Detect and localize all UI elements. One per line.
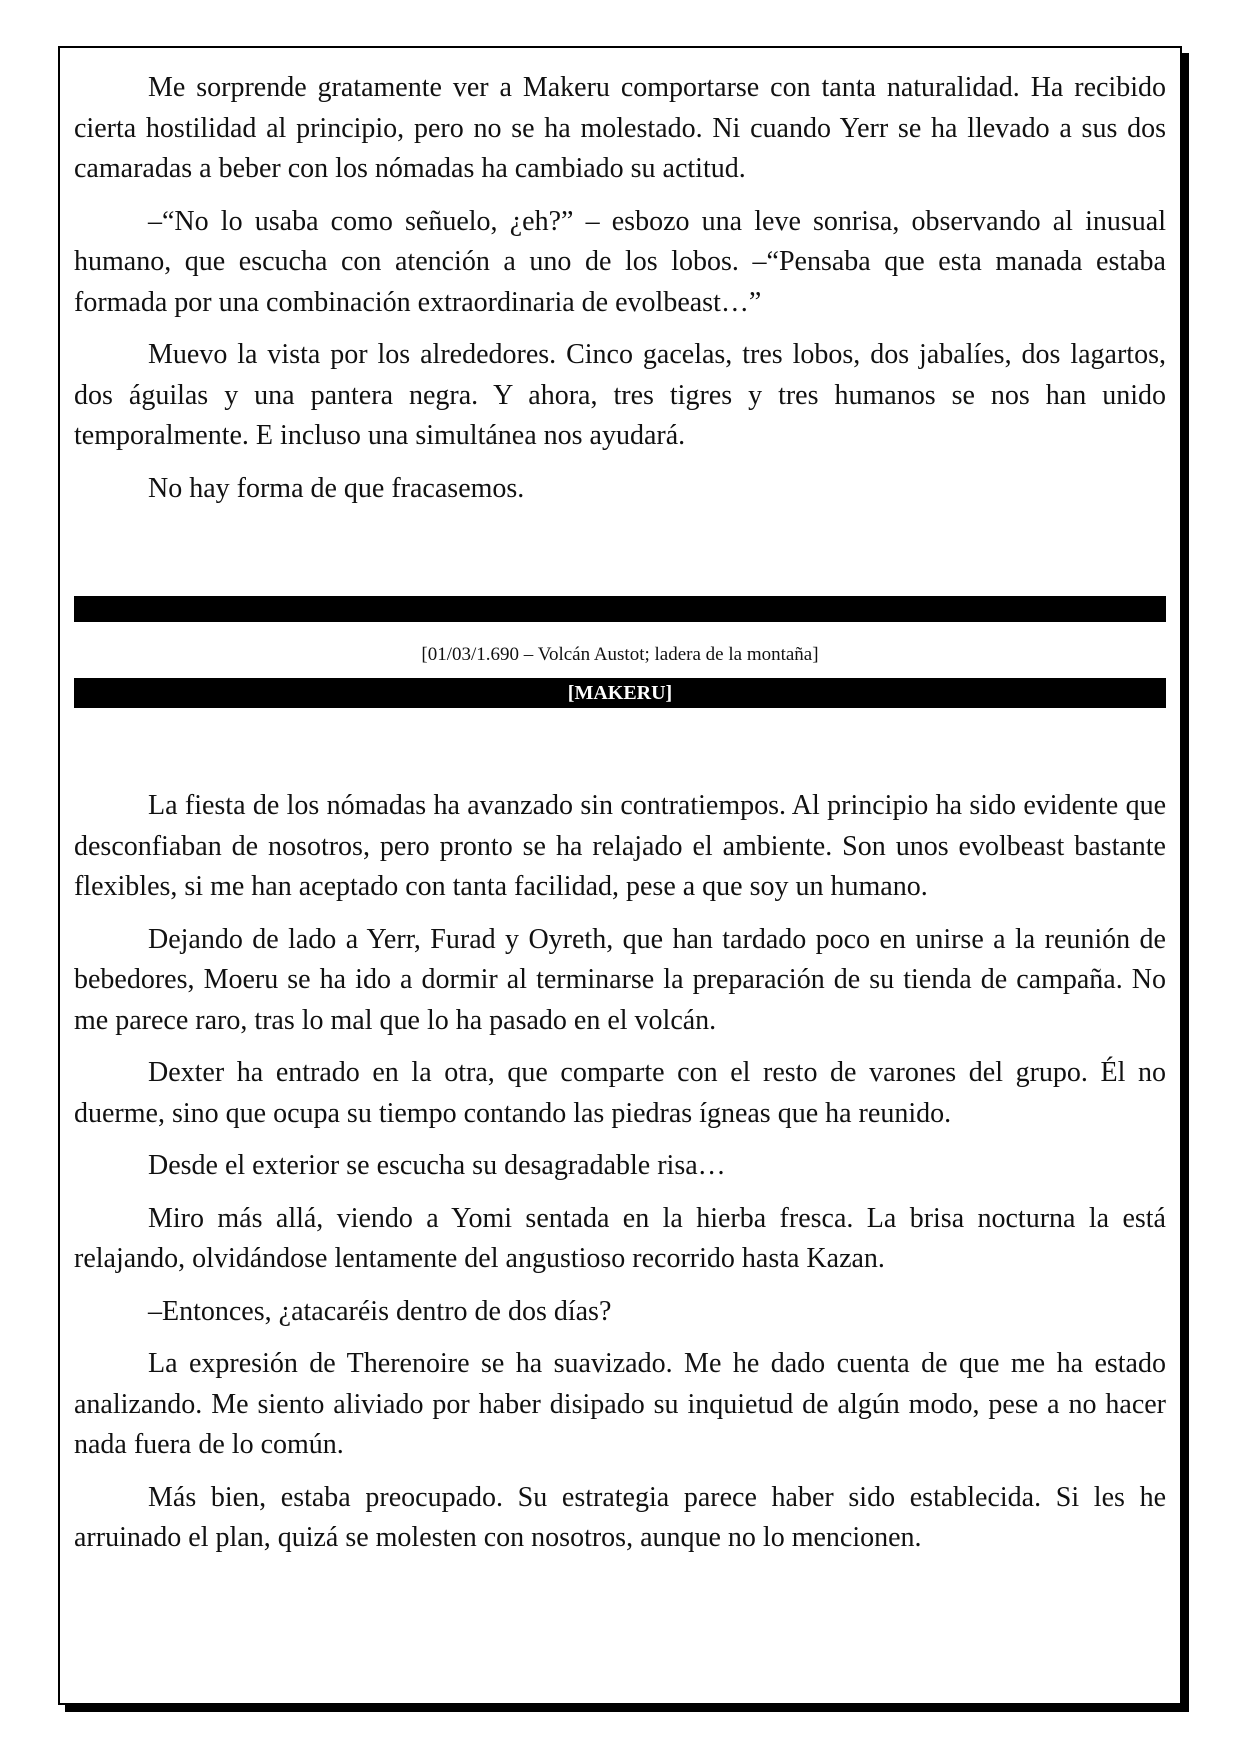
paragraph: La fiesta de los nómadas ha avanzado sin contratiempos. Al principio ha sido evidente que desconfiaban de nosotros, pero pronto se ha relajado el ambiente. Son unos evolbeast bastante flexibles, si me han aceptado con tanta facilidad, pese a que soy un humano. (74, 790, 1166, 902)
top-text-block (74, 68, 1166, 521)
paragraph: –Entonces, ¿atacaréis dentro de dos días? (148, 1295, 612, 1327)
paragraph: La expresión de Therenoire se ha suavizado. Me he dado cuenta de que me ha estado analizando. Me siento aliviado por haber disipado su inquietud de algún modo, pese a no hacer nada fuera de lo común. (74, 1348, 1166, 1460)
paragraph: Más bien, estaba preocupado. Su estrategia parece haber sido establecida. Si les he arruinado el plan, quizá se molesten con nosotros, aunque no lo mencionen. (74, 1481, 1166, 1553)
paragraph: Miro más allá, viendo a Yomi sentada en la hierba fresca. La brisa nocturna la está relajando, olvidándose lentamente del angustioso recorrido hasta Kazan. (74, 1202, 1166, 1274)
scene-header: [01/03/1.690 – Volcán Austot; ladera de la montaña] (421, 644, 819, 665)
bottom-text-block (74, 786, 1166, 1571)
pov-label-bar (74, 678, 1166, 708)
page-frame (58, 46, 1182, 1705)
paragraph: Muevo la vista por los alrededores. Cinco gacelas, tres lobos, dos jabalíes, dos lagartos, dos águilas y una pantera negra. Y ahora, tres tigres y tres humanos se nos han unido temporalmente. E incluso una simultánea nos ayudará. (74, 339, 1166, 451)
paragraph: Desde el exterior se escucha su desagradable risa… (148, 1150, 726, 1181)
pov-label: [MAKERU] (567, 682, 673, 704)
paragraph: Dejando de lado a Yerr, Furad y Oyreth, que han tardado poco en unirse a la reunión de bebedores, Moeru se ha ido a dormir al terminarse la preparación de su tienda de campaña. No me parece raro, tras lo mal que lo ha pasado en el volcán. (74, 923, 1166, 1036)
paragraph: No hay forma de que fracasemos. (148, 472, 525, 504)
section-divider-bar (74, 596, 1166, 622)
paragraph: Dexter ha entrado en la otra, que comparte con el resto de varones del grupo. Él no duerme, sino que ocupa su tiempo contando las piedras ígneas que ha reunido. (74, 1057, 1166, 1129)
paragraph: Me sorprende gratamente ver a Makeru comportarse con tanta naturalidad. Ha recibido cierta hostilidad al principio, pero no se ha molestado. Ni cuando Yerr se ha llevado a sus dos camaradas a beber con los nómadas ha cambiado su actitud. (74, 72, 1166, 184)
paragraph: –“No lo usaba como señuelo, ¿eh?” – esbozo una leve sonrisa, observando al inusual humano, que escucha con atención a uno de los lobos. –“Pensaba que esta manada estaba formada por una combinación extraordinaria de evolbeast…” (74, 205, 1166, 318)
